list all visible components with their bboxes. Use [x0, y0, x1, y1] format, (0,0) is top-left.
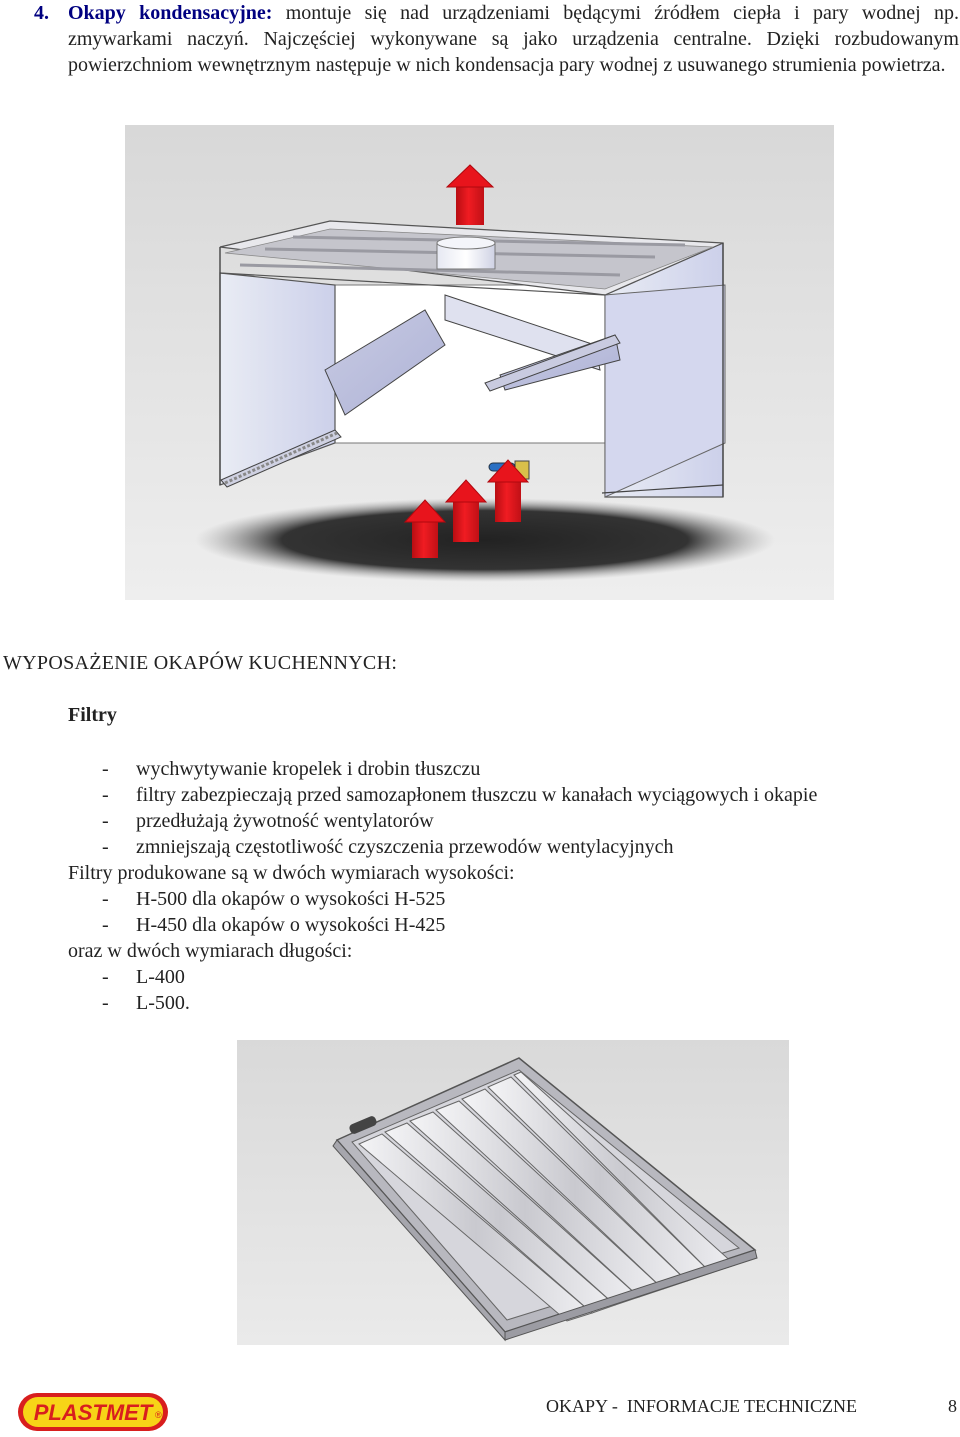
list-item-text: wychwytywanie kropelek i drobin tłuszczu: [136, 758, 481, 780]
intro-lead: Okapy kondensacyjne:: [68, 2, 273, 24]
svg-text:®: ®: [155, 1410, 162, 1420]
list-item-text: zmniejszają częstotliwość czyszczenia przewodów wentylacyjnych: [136, 836, 674, 858]
bullet-dash: -: [102, 914, 109, 936]
bullet-dash: -: [102, 758, 109, 780]
list-item-text: H-450 dla okapów o wysokości H-425: [136, 914, 446, 936]
page-number: 8: [948, 1396, 957, 1416]
footer-title: OKAPY - INFORMACJE TECHNICZNE: [546, 1396, 858, 1416]
bullet-dash: -: [102, 966, 109, 988]
grease-filter-figure: [237, 1040, 789, 1345]
list-item: [68, 912, 948, 938]
subheading-filters: Filtry: [68, 704, 117, 726]
section-number: 4.: [34, 2, 49, 24]
filters-content: [68, 756, 948, 1016]
list-item: [68, 834, 948, 860]
list-item: [68, 756, 948, 782]
list-item: [68, 886, 948, 912]
list-item: [68, 782, 948, 808]
list-item-text: L-400: [136, 966, 185, 988]
bullet-dash: -: [102, 888, 109, 910]
intro-text-block: [68, 0, 959, 78]
bullet-dash: -: [102, 836, 109, 858]
heights-intro: Filtry produkowane są w dwóch wymiarach wysokości:: [68, 862, 515, 884]
list-item-text: L-500.: [136, 992, 190, 1014]
svg-text:PLASTMET: PLASTMET: [33, 1400, 153, 1425]
bullet-dash: -: [102, 992, 109, 1014]
bullet-dash: -: [102, 810, 109, 832]
lengths-intro: oraz w dwóch wymiarach długości:: [68, 940, 353, 962]
list-item-text: filtry zabezpieczają przed samozapłonem tłuszczu w kanałach wyciągowych i okapie: [136, 784, 818, 806]
list-item: [68, 964, 948, 990]
list-item-text: H-500 dla okapów o wysokości H-525: [136, 888, 446, 910]
list-item-text: przedłużają żywotność wentylatorów: [136, 810, 434, 832]
section-title: WYPOSAŻENIE OKAPÓW KUCHENNYCH:: [3, 652, 398, 674]
plastmet-logo: [17, 1392, 169, 1432]
list-item: [68, 808, 948, 834]
bullet-dash: -: [102, 784, 109, 806]
condensation-hood-figure: [125, 125, 834, 600]
intro-paragraph: [34, 0, 960, 78]
intro-body: montuje się nad urządzeniami będącymi źródłem ciepła i pary wodnej np. zmywarkami naczyń. Najczęściej wykonywane są jako urządzenia centralne. Dzięki rozbudowanym powierzchniom wewnętrznym następuje w nich kondensacja pary wodnej z usuwanego strumienia powietrza.: [68, 2, 960, 76]
list-item: [68, 990, 948, 1016]
